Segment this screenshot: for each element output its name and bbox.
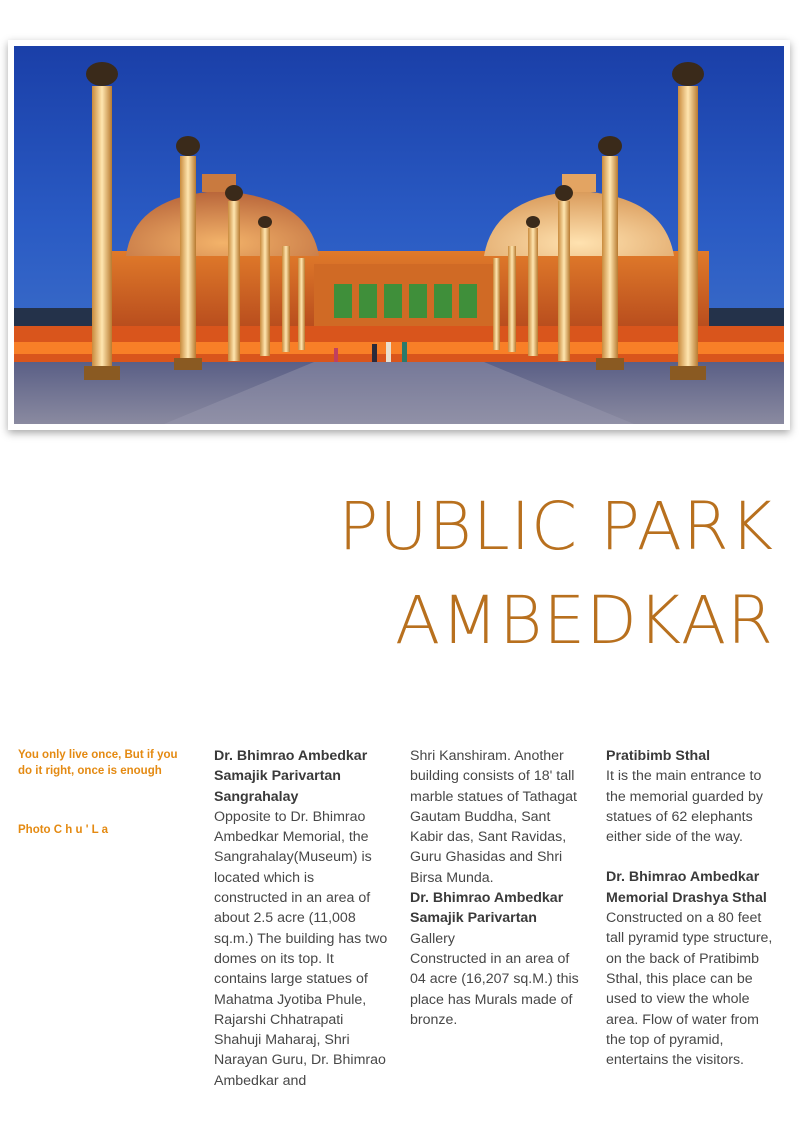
museum-body: Opposite to Dr. Bhimrao Ambedkar Memorial, the Sangrahalay(Museum) is located which is constructed in an area of about 2.5 acre (11,008 sq.m.) The building has two domes on its top. It contains large statues of Mahatma Jyotiba Phule, Rajarshi Chhatrapati Shahuji Maharaj, Shri Narayan Guru, Dr. Bhimrao Ambedkar and: [214, 808, 388, 1089]
drashya-heading: Dr. Bhimrao Ambedkar Memorial Drashya Sthal: [606, 869, 767, 906]
title-line-2: AMBEDKAR: [395, 582, 774, 659]
photo-credit: Photo C h u ' L a: [18, 824, 109, 836]
gallery-heading: Dr. Bhimrao Ambedkar Samajik Parivartan: [410, 890, 564, 927]
title-line-1: PUBLIC PARK: [338, 488, 774, 565]
museum-body-continued: Shri Kanshiram. Another building consists of 18' tall marble statues of Tathagat Gautam Buddha, Sant Kabir das, Sant Ravidas, Guru Ghasidas and Shri Birsa Munda.: [410, 748, 577, 886]
pratibimb-body: It is the main entrance to the memorial guarded by statues of 62 elephants either side of the way.: [606, 768, 763, 846]
text-column-3: [606, 746, 782, 1070]
text-column-2: [410, 746, 586, 1030]
hero-photo: [14, 46, 784, 424]
gallery-body: Constructed in an area of 04 acre (16,207 sq.M.) this place has Murals made of bronze.: [410, 950, 579, 1028]
gallery-subheading: Gallery: [410, 930, 455, 947]
sidebar-quote: You only live once, But if you do it right, once is enough: [18, 749, 178, 777]
hero-photo-frame: [8, 40, 790, 430]
drashya-body: Constructed on a 80 feet tall pyramid type structure, on the back of Pratibimb Sthal, this place can be used to view the whole area. Flow of water from the top of pyramid, entertains the visitors.: [606, 910, 773, 1069]
museum-heading: Dr. Bhimrao Ambedkar Samajik Parivartan Sangrahalay: [214, 748, 368, 805]
text-column-1: [214, 746, 390, 1091]
pratibimb-heading: Pratibimb Sthal: [606, 748, 711, 764]
page-title: [339, 480, 775, 668]
paragraph-gap: [606, 847, 782, 867]
